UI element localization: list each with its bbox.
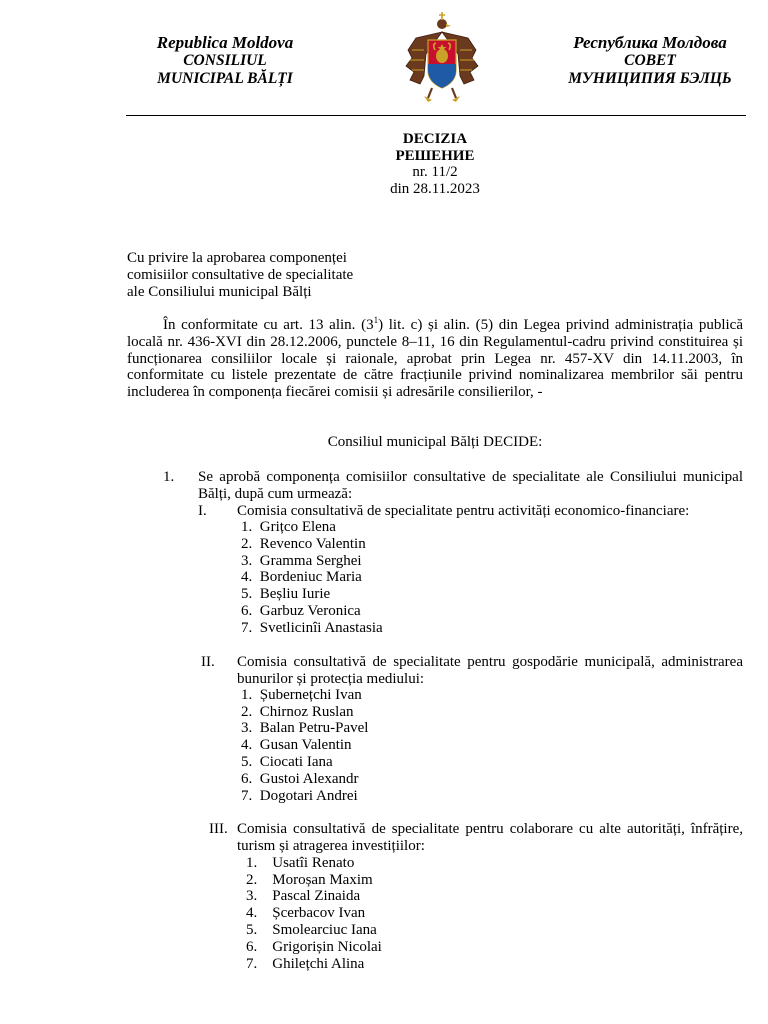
header-divider [126,115,746,116]
member-name: Gustoi Alexandr [259,771,359,787]
list-item: 7. Svetlicinîi Anastasia [241,620,383,636]
preamble-text-part1: În conformitate cu art. 13 alin. (3 [163,317,374,333]
preamble-superscript: 1 [373,315,379,325]
commission-title: Comisia consultativă de specialitate pentru activități economico-financiare: [237,503,690,519]
list-item: 2. Chirnoz Ruslan [241,704,354,720]
list-item: 3. Balan Petru-Pavel [241,720,369,736]
list-item: 2. Moroșan Maxim [246,872,373,888]
point-text: Se aprobă componența comisiilor consultative de specialitate ale Consiliului municipal Bălți, după cum urmează: [198,469,743,502]
member-name: Usatîi Renato [272,855,355,871]
subject-line: comisiilor consultative de specialitate [127,266,354,283]
preamble-text-part2: ) lit. c) și alin. (5) din Legea privind administrația publică locală nr. 436-XVI din 28.12.2006, punctele 8–11, 16 din Regulamentul-cadru privind constituirea și funcționarea consiliilor locale și raionale, aprobat prin Legea nr. 457-XV din 14.11.2003, în conformitate cu listele prezentate de către fracțiunile privind nominalizarea membrilor săi pentru includerea în componența fiecărei comisii și adresările consilierilor, - [127,317,743,401]
list-item: 7. Ghilețchi Alina [246,956,365,972]
member-name: Șubernețchi Ivan [259,687,362,703]
list-item: 1. Grițco Elena [241,519,336,535]
member-name: Balan Petru-Pavel [259,720,369,736]
header-left-country: Republica Moldova [156,33,294,52]
list-item: 5. Smolearciuc Iana [246,922,377,938]
decision-date: din 28.11.2023 [390,180,480,197]
commission-numeral: II. [201,654,215,670]
member-name: Ciocati Iana [259,754,333,770]
member-name: Gramma Serghei [259,553,362,569]
list-item: 5. Ciocati Iana [241,754,333,770]
header-left [120,34,330,88]
subject-line: ale Consiliului municipal Bălți [127,283,312,300]
commission-title: Comisia consultativă de specialitate pentru gospodărie municipală, administrarea bunurilor și protecția mediului: [237,654,743,687]
decide-heading: Consiliul municipal Bălți DECIDE: [327,434,543,450]
member-name: Dogotari Andrei [259,788,358,804]
commission-numeral: I. [198,503,207,519]
decision-title-ru: РЕШЕНИЕ [395,147,475,164]
member-name: Beșliu Iurie [259,586,331,602]
member-name: Gusan Valentin [259,737,352,753]
decision-number: nr. 11/2 [412,164,458,180]
header-right-council: СОВЕТ [624,52,676,69]
list-item: 6. Garbuz Veronica [241,603,361,619]
commission-title: Comisia consultativă de specialitate pentru colaborare cu alte autorități, înfrățire, turism și atragerea investițiilor: [237,821,743,854]
member-name: Moroșan Maxim [272,872,373,888]
member-name: Bordeniuc Maria [259,569,362,585]
member-name: Pascal Zinaida [272,888,361,904]
member-name: Grigorișin Nicolai [272,939,382,955]
member-name: Revenco Valentin [259,536,366,552]
member-name: Smolearciuc Iana [272,922,377,938]
header-right-country: Республика Молдова [573,33,727,52]
decision-title-ro: DECIZIA [402,131,468,147]
list-item: 1. Usatîi Renato [246,855,355,871]
header-right [550,34,750,88]
list-item: 4. Șcerbacov Ivan [246,905,366,921]
preamble-paragraph [127,317,743,401]
header-left-municipality: MUNICIPAL BĂLȚI [157,70,293,87]
list-item: 6. Grigorișin Nicolai [246,939,382,955]
header-right-municipality: МУНИЦИПИЯ БЭЛЦЬ [568,70,732,87]
list-item: 4. Gusan Valentin [241,737,352,753]
member-name: Chirnoz Ruslan [259,704,354,720]
member-name: Grițco Elena [259,519,336,535]
list-item: 5. Beșliu Iurie [241,586,331,602]
list-item: 6. Gustoi Alexandr [241,771,359,787]
member-name: Șcerbacov Ivan [272,905,366,921]
point-number: 1. [163,469,175,485]
list-item: 3. Gramma Serghei [241,553,362,569]
header-left-council: CONSILIUL [183,52,267,69]
list-item: 3. Pascal Zinaida [246,888,361,904]
member-name: Garbuz Veronica [259,603,361,619]
member-name: Ghilețchi Alina [272,956,365,972]
member-name: Svetlicinîi Anastasia [259,620,383,636]
commission-numeral: III. [209,821,228,837]
list-item: 2. Revenco Valentin [241,536,366,552]
moldova-coat-of-arms-icon [402,10,482,106]
list-item: 1. Șubernețchi Ivan [241,687,362,703]
list-item: 4. Bordeniuc Maria [241,569,362,585]
list-item: 7. Dogotari Andrei [241,788,358,804]
decision-subject [127,250,353,300]
subject-line: Cu privire la aprobarea componenței [127,250,347,266]
decision-title-block [300,131,570,197]
